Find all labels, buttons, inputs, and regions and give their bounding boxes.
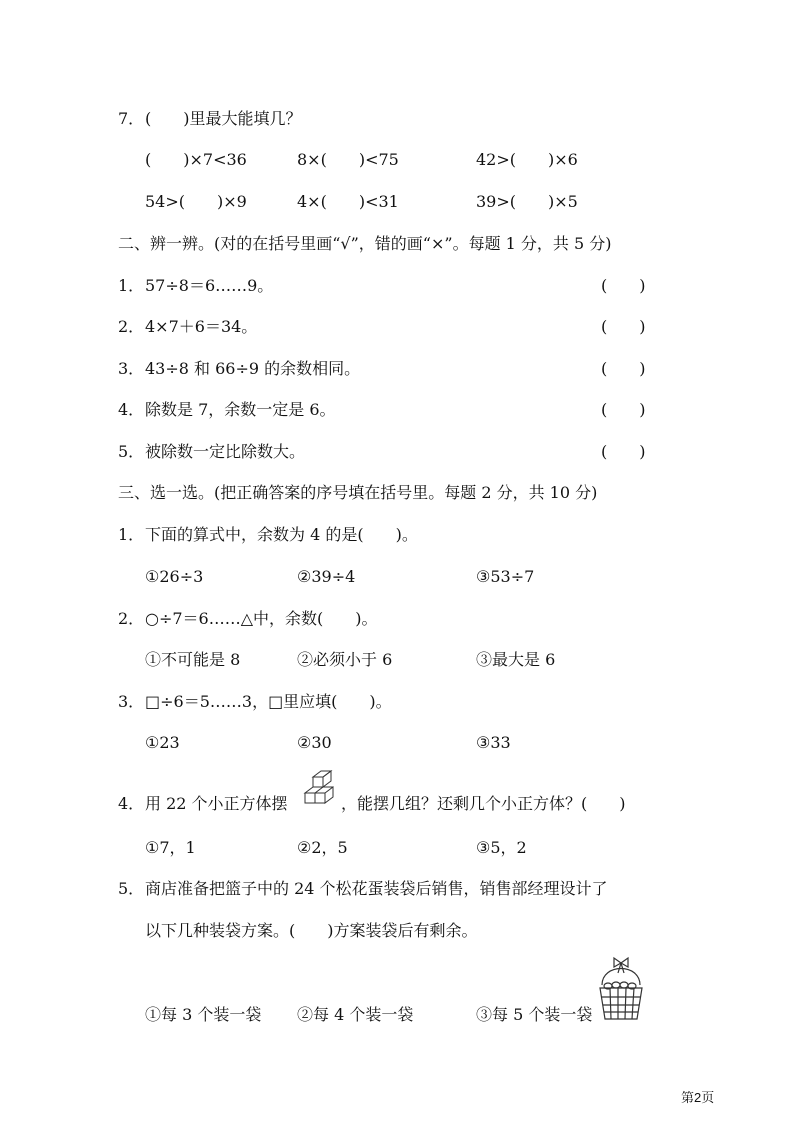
item-number: 5． <box>118 442 145 461</box>
answer-blank[interactable]: ( ) <box>601 400 646 419</box>
inequality-item: 42>( )×6 <box>476 150 578 169</box>
inequality-item: 54>( )×9 <box>145 192 247 211</box>
item-text: 被除数一定比除数大。 <box>145 442 306 461</box>
question-number: 5． <box>118 879 145 898</box>
option-2: ②2，5 <box>297 838 348 857</box>
page-number: 第2页 <box>681 1090 715 1105</box>
question-text: ○÷7＝6……△中，余数( )。 <box>145 609 378 628</box>
inequality-item: 4×( )<31 <box>297 192 399 211</box>
option-1: ①不可能是 8 <box>145 650 241 669</box>
option-2: ②每 4 个装一袋 <box>297 1005 414 1024</box>
question-text: □÷6＝5……3，□里应填( )。 <box>145 692 392 711</box>
question-text-before: 用 22 个小正方体摆 <box>145 794 288 813</box>
question-number: 7． <box>118 109 145 128</box>
option-3: ③5，2 <box>476 838 527 857</box>
answer-blank[interactable]: ( ) <box>601 276 646 295</box>
question-number: 2． <box>118 609 145 628</box>
item-text: 57÷8＝6……9。 <box>145 276 274 295</box>
question-number: 4． <box>118 794 145 813</box>
answer-blank[interactable]: ( ) <box>601 317 646 336</box>
option-3: ③33 <box>476 733 511 752</box>
option-1: ①26÷3 <box>145 567 204 586</box>
question-number: 3． <box>118 692 145 711</box>
question-text-after: ，能摆几组？还剩几个小正方体？( ) <box>341 794 626 813</box>
answer-blank[interactable]: ( ) <box>601 359 646 378</box>
item-number: 3． <box>118 359 145 378</box>
question-text: 以下几种装袋方案。( )方案装袋后有剩余。 <box>145 921 478 940</box>
inequality-item: 39>( )×5 <box>476 192 578 211</box>
option-2: ②必须小于 6 <box>297 650 393 669</box>
question-number: 1． <box>118 525 145 544</box>
option-1: ①23 <box>145 733 180 752</box>
option-2: ②30 <box>297 733 332 752</box>
option-3: ③53÷7 <box>476 567 535 586</box>
question-text: ( )里最大能填几？ <box>145 109 302 128</box>
item-number: 2． <box>118 317 145 336</box>
question-text: 商店准备把篮子中的 24 个松花蛋装袋后销售，销售部经理设计了 <box>145 879 608 898</box>
item-text: 4×7＋6＝34。 <box>145 317 258 336</box>
inequality-item: 8×( )<75 <box>297 150 399 169</box>
item-text: 除数是 7，余数一定是 6。 <box>145 400 336 419</box>
item-text: 43÷8 和 66÷9 的余数相同。 <box>145 359 361 378</box>
question-text: 下面的算式中，余数为 4 的是( )。 <box>145 525 418 544</box>
answer-blank[interactable]: ( ) <box>601 442 646 461</box>
section-title-text: 二、辨一辨。(对的在括号里画“√”，错的画“×”。每题 1 分，共 5 分) <box>118 234 612 253</box>
option-3: ③最大是 6 <box>476 650 556 669</box>
egg-basket-icon <box>596 955 646 1025</box>
item-number: 4． <box>118 400 145 419</box>
inequality-item: ( )×7<36 <box>145 150 247 169</box>
section-title-text: 三、选一选。(把正确答案的序号填在括号里。每题 2 分，共 10 分) <box>118 483 598 502</box>
option-1: ①每 3 个装一袋 <box>145 1005 262 1024</box>
option-1: ①7，1 <box>145 838 196 857</box>
cube-stack-icon <box>303 769 339 809</box>
option-2: ②39÷4 <box>297 567 356 586</box>
item-number: 1． <box>118 276 145 295</box>
option-3: ③每 5 个装一袋 <box>476 1005 593 1024</box>
